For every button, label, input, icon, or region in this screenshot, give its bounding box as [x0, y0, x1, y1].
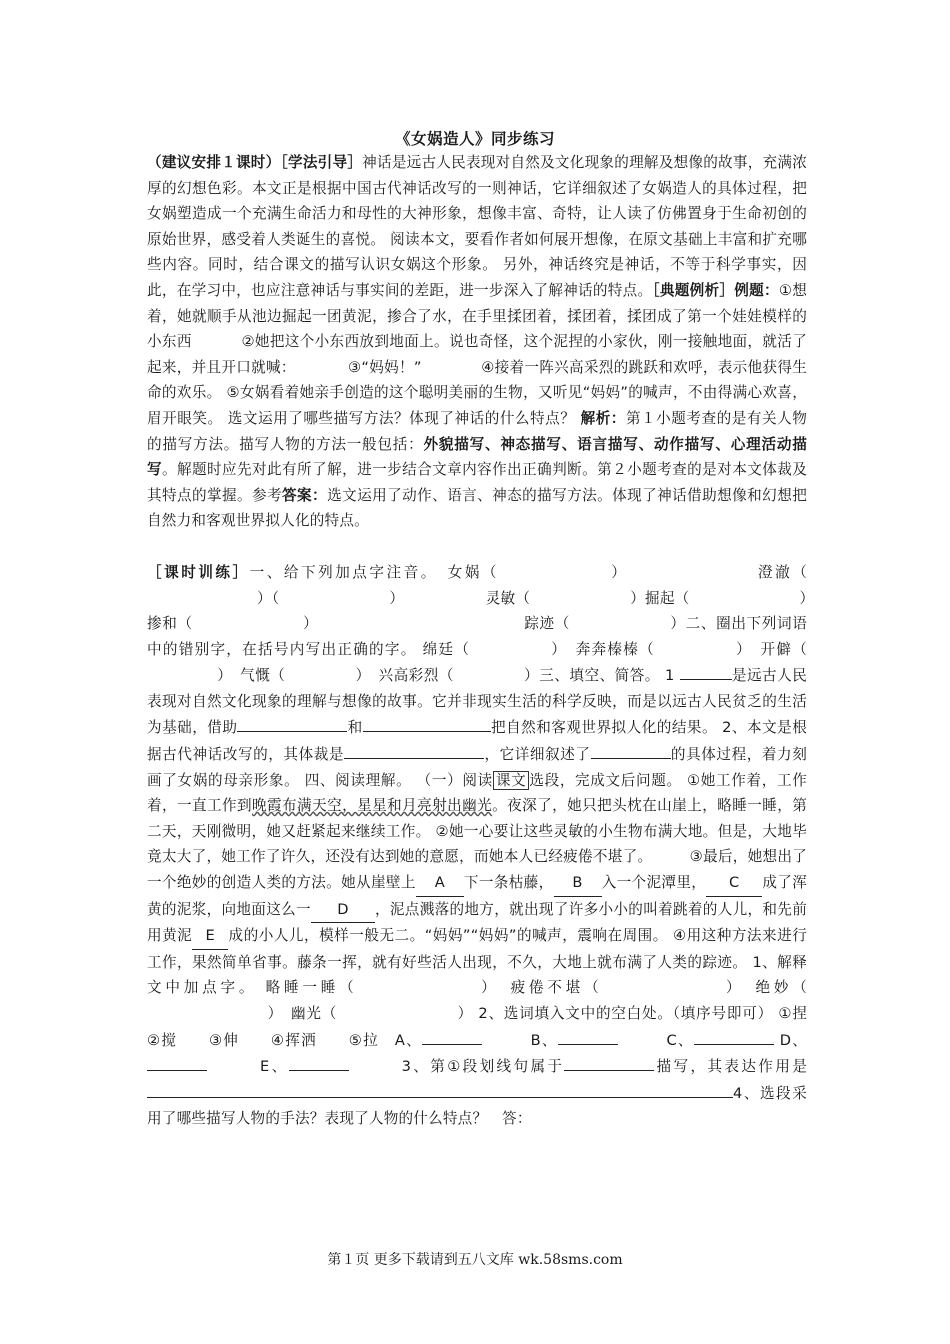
word-option: ②搅: [147, 1031, 178, 1049]
fill-blank[interactable]: [707, 1080, 733, 1098]
analysis-heading: 解析：: [580, 409, 626, 427]
word-option: ④挥洒: [270, 1031, 317, 1049]
page-title: 《女娲造人》同步练习: [394, 130, 555, 148]
analysis-text: 第１小题考查的是有关人物的描写方法。描写人物的方法一般包括：: [147, 409, 808, 453]
passage-para-1: ①她工作着，工作着，一直工作到: [147, 771, 807, 815]
fill-blank[interactable]: [591, 741, 671, 759]
method-guide-text: 神话是远古人民表现对自然及文化现象的理解及想像的故事，充满浓厚的幻想色彩。本文正是根据中国古代神话改写的一则神话，它详细叙述了女娲造人的具体过程，把女娲塑造成一个充满生命活力和母性的大神形象，想像丰富、奇特，让人读了仿佛置身于生命初创的原始世界，感受着人类诞生的喜悦。 阅读本文，要看作者如何展开想像，在原文基础上丰富和扩充哪些内容。同时，结合课文的描写认识女娲这个形象。 另外，神话终究是神话，不等于科学事实，因此，在学习中，也应注意神话与事实间的差距，进一步深入了解神话的特点。: [147, 154, 807, 299]
typo-item: 绵廷: [422, 640, 455, 658]
intro-paragraph: [147, 150, 807, 534]
reading-q4: 4、选段采用了哪些描写人物的手法？表现了人物的什么特点？ 答：: [147, 1084, 807, 1128]
q3-1-and: 和: [347, 719, 363, 737]
fill-blank[interactable]: [422, 1027, 482, 1045]
method-guide-heading: ［学法引导］: [280, 154, 363, 171]
answer-label: E、: [260, 1058, 289, 1076]
fill-blank[interactable]: [147, 1053, 207, 1071]
q3-1-text: 是远古人民表现对自然文化现象的理解与想像的故事。它并非现实生活的科学反映，而是以远古人民贫乏的生活为基础，借助: [147, 667, 807, 737]
explain-item: 绝妙: [755, 979, 793, 997]
typo-item: 奔奔榛榛: [575, 640, 640, 658]
reading-q3-cont: 描写，其表达作用是: [654, 1058, 807, 1076]
schedule-note: （建议安排１课时）: [147, 154, 281, 171]
underlined-sentence: 晚霞布满天空，星星和月亮射出幽光: [252, 797, 493, 815]
reading-q3: 3、第①段划线句属于: [401, 1058, 565, 1076]
pinyin-item: 灵敏: [485, 589, 516, 607]
explain-item: 疲倦不堪: [510, 979, 585, 997]
typo-item: 开僻: [760, 640, 793, 658]
passage-text: 下一条枯藤，: [463, 874, 554, 892]
explain-item: 幽光: [290, 1005, 322, 1022]
blank-a[interactable]: A: [416, 870, 464, 897]
pinyin-item: 踪迹: [524, 615, 555, 633]
word-option: ⑤拉: [348, 1031, 379, 1049]
reading-q1: 1、解释文中加点字。: [147, 953, 807, 997]
fill-blank[interactable]: [363, 714, 491, 732]
fill-blank[interactable]: [289, 1053, 349, 1071]
answer-label: A、: [394, 1031, 422, 1049]
fill-blank[interactable]: [558, 1027, 618, 1045]
typo-item: 兴高彩烈: [378, 667, 439, 685]
answer-label: B、: [530, 1031, 558, 1049]
blank-d[interactable]: D: [311, 897, 375, 924]
question-3: 三、填空、简答。: [539, 667, 660, 685]
passage-para-4: ④用这种方法来进行工作，果然简单省事。藤条一挥，就有好些活人出现，不久，大地上就布满了人类的踪迹。: [147, 927, 807, 971]
fill-blank[interactable]: [237, 714, 347, 732]
analysis-text-cont: 。解题时应先对此有所了解，进一步结合文章内容作出正确判断。第２小题考查的是对本文体裁及其特点的掌握。参考: [147, 461, 808, 504]
typo-item: 气慨: [240, 667, 271, 685]
passage-para-3: ③最后，她想出了一个绝妙的创造人类的方法。她从崖壁上: [147, 848, 807, 892]
q3-1-number: 1: [665, 667, 675, 685]
answer-text: 选文运用了动作、语言、神态的描写方法。体现了神话借助想像和幻想把自然力和客观世界拟人化的特点。: [147, 486, 807, 530]
reading-q2: 2、选词填入文中的空白处。（填序号即可）: [478, 1005, 773, 1022]
blank-c[interactable]: C: [706, 870, 762, 897]
example-heading: ［典题例析］例题：: [652, 281, 779, 299]
passage-text: 成了浑黄的泥浆，向地面这么一: [147, 874, 807, 918]
answer-label: C、: [666, 1031, 694, 1049]
blank-e[interactable]: E: [192, 923, 228, 950]
explain-item: 略睡一睡: [265, 979, 340, 997]
q3-2-text-cont: ，它详细叙述了: [484, 746, 591, 764]
training-heading: ［课时训练］: [147, 563, 250, 581]
passage-text: 入一个泥潭里，: [601, 874, 707, 892]
pinyin-item: 掺和: [147, 615, 178, 633]
pinyin-item: 掘起: [645, 589, 675, 607]
question-2: 二、圈出下列词语中的错别字，在括号内写出正确的字。: [147, 615, 808, 658]
example-text: ①想着，她就顺手从池边掘起一团黄泥，掺合了水，在手里揉团着，揉团着，揉团成了第一个娃娃模样的小东西 ②她把这个小东西放到地面上。说也奇怪，这个泥捏的小家伙，刚一接触地面，就活了起来，并且开口就喊： ③“妈妈！” ④接着一阵兴高采烈的跳跃和欢呼，表示他获得生命的欢乐。 ⑤女娲看着她亲手创造的这个聪明美丽的生物，又听见“妈妈”的喊声，不由得满心欢喜，眉开眼笑。 选文运用了哪些描写方法？体现了神话的什么特点？: [147, 281, 807, 427]
question-1: 一、给下列加点字注音。: [249, 563, 431, 581]
q3-1-text-end: 把自然和客观世界拟人化的结果。: [490, 719, 718, 737]
q4-sub-1: （一）阅读: [416, 771, 493, 789]
pinyin-item: 澄澈: [757, 563, 793, 581]
boxed-word: 课文: [493, 771, 529, 790]
passage-text: ，泥点溅落的地方，就出现了许多小小的叫着跳着的人儿，和先前用黄泥: [147, 900, 807, 945]
answer-label: D、: [779, 1031, 808, 1049]
passage-text: 成的小人儿，模样一般无二。“妈妈”“妈妈”的喊声，震响在周围。: [228, 927, 668, 945]
page-footer: 第１页 更多下载请到五八文库 wk.58sms.com: [327, 1252, 623, 1268]
word-option: ①捏: [778, 1005, 807, 1022]
q3-2-text: 2、本文是根据古代神话改写的，其体裁是: [147, 719, 807, 764]
training-paragraph: ［课时训练］一、给下列加点字注音。 女娲（ ） 澄澈（）（ ） 灵敏（ ）掘起（ ） 掺和（ ） 踪迹（ ）二、圈出下列词语中的错别字，在括号内写出正确的字。 绵廷（ ） 奔奔榛榛（ ） 开僻（） 气慨（ ） 兴高彩烈（ ）三、填空、简答。 1 是远古人民表现对自然文化现象的理解与想像的故事。它并非现实生活的科学反映，而是以远古人民贫乏的生活为基础，借助 和 把自然和客观世界拟人化的结果。 2、本文是根据古代神话改写的，其体裁是 ，它详细叙述了 的具体过程，着力刻画了女娲的母亲形象。 四、阅读理解。 （一）阅读 课文 选段，完成文后问题。 ①她工作着，工作着，一直工作到晚霞布满天空，星星和月亮射出幽光。夜深了，她只把头枕在山崖上，略睡一睡，第二天，天刚微明，她又赶紧起来继续工作。 ②她一心要让这些灵敏的小生物布满大地。但是，大地毕竟太大了，她工作了许久，还没有达到她的意愿，而她本人已经疲倦不堪了。 ③最后，她想出了一个绝妙的创造人类的方法。她从崖壁上 A 下一条枯藤， B 入一个泥潭里， C 成了浑黄的泥浆，向地面这么一 D ，泥点溅落的地方，就出现了许多小小的叫着跳着的人儿，和先前用黄泥 E 成的小人儿，模样一般无二。“妈妈”“妈妈”的喊声，震响在周围。 ④用这种方法来进行工作，果然简单省事。藤条一挥，就有好些活人出现，不久，大地上就布满了人类的踪迹。 1、解释文中加点字。 略睡一睡（ ） 疲倦不堪（ ） 绝妙（） 幽光（ ） 2、选词填入文中的空白处。（填序号即可） ①捏 ②搅 ③伸 ④挥洒 ⑤拉 A、 B、 C、 D、 E、 3、第①段划线句属于 描写，其表达作用是4、选段采用了哪些描写人物的手法？表现了人物的什么特点？ 答：: [147, 563, 911, 1128]
fill-blank[interactable]: [680, 662, 732, 680]
document-body: [147, 150, 911, 1132]
passage-para-1-end: 。夜深了，她只把头枕在山崖上，略睡一睡，第二天，天刚微明，她又赶紧起来继续工作。: [147, 797, 808, 840]
pinyin-item: 女娲: [447, 563, 482, 581]
question-4: 四、阅读理解。: [304, 771, 412, 789]
blank-b[interactable]: B: [554, 870, 602, 897]
section-gap: [147, 534, 807, 560]
fill-blank[interactable]: [564, 1053, 654, 1071]
fill-blank[interactable]: [147, 1080, 707, 1098]
passage-para-2: ②她一心要让这些灵敏的小生物布满大地。但是，大地毕竟太大了，她工作了许久，还没有达到她的意愿，而她本人已经疲倦不堪了。: [147, 822, 808, 866]
q3-2-text-end: 的具体过程，着力刻画了女娲的母亲形象。: [147, 746, 807, 789]
word-option: ③伸: [208, 1031, 240, 1049]
fill-blank[interactable]: [344, 741, 484, 759]
q4-sub-1-cont: 选段，完成文后问题。: [529, 771, 682, 789]
fill-blank[interactable]: [694, 1027, 774, 1045]
answer-heading: 答案：: [282, 486, 328, 504]
analysis-methods: 外貌描写、神态描写、语言描写、动作描写、心理活动描写: [147, 435, 807, 479]
